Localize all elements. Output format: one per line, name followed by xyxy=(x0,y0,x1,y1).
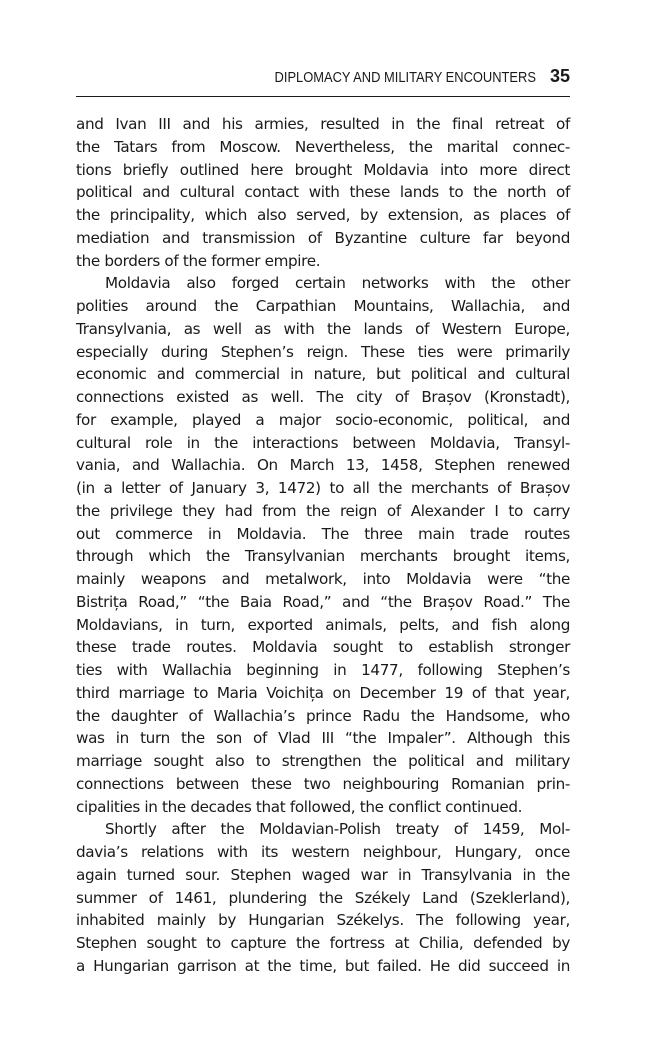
text-line: ties with Wallachia beginning in 1477, following Stephen’s xyxy=(76,661,570,679)
text-line: and Ivan III and his armies, resulted in the final retreat of xyxy=(76,115,570,133)
text-line: vania, and Wallachia. On March 13, 1458, Stephen renewed xyxy=(76,456,570,475)
paragraph-start-line: Shortly after the Moldavian-Polish treaty of 1459, Mol- xyxy=(105,820,570,839)
text-line: tions briefly outlined here brought Moldavia into more direct xyxy=(76,160,570,179)
text-line: polities around the Carpathian Mountains, Wallachia, and xyxy=(76,297,570,315)
running-head xyxy=(232,66,570,87)
page-number: 35 xyxy=(549,66,570,86)
paragraph-end-line: cipalities in the decades that followed, the conflict continued. xyxy=(76,797,523,816)
text-line: marriage sought also to strengthen the political and military xyxy=(76,752,570,770)
text-line: economic and commercial in nature, but political and cultural xyxy=(76,365,570,384)
text-line: cultural role in the interactions between Moldavia, Transyl- xyxy=(76,433,570,452)
text-line: davia’s relations with its western neighbour, Hungary, once xyxy=(76,843,570,861)
paragraph-start-line: Moldavia also forged certain networks with the other xyxy=(105,274,570,293)
text-line: (in a letter of January 3, 1472) to all the merchants of Brașov xyxy=(76,479,570,497)
text-line: connections existed as well. The city of Brașov (Kronstadt), xyxy=(76,388,570,406)
text-line: a Hungarian garrison at the time, but failed. He did succeed in xyxy=(76,956,570,975)
text-line: political and cultural contact with these lands to the north of xyxy=(76,183,570,202)
paragraph-end-line: the borders of the former empire. xyxy=(76,251,321,270)
text-line: was in turn the son of Vlad III “the Impaler”. Although this xyxy=(76,729,570,748)
text-line: third marriage to Maria Voichița on December 19 of that year, xyxy=(76,683,570,702)
text-line: Bistrița Road,” “the Baia Road,” and “the Brașov Road.” The xyxy=(76,592,570,611)
header-rule xyxy=(76,96,570,97)
text-line: the daughter of Wallachia’s prince Radu the Handsome, who xyxy=(76,706,570,725)
text-line: mainly weapons and metalwork, into Moldavia were “the xyxy=(76,570,570,588)
running-title: DIPLOMACY AND MILITARY ENCOUNTERS xyxy=(274,69,536,86)
text-line: mediation and transmission of Byzantine culture far beyond xyxy=(76,228,570,247)
text-line: for example, played a major socio-economic, political, and xyxy=(76,410,570,429)
text-line: summer of 1461, plundering the Székely Land (Szeklerland), xyxy=(76,888,570,907)
text-line: inhabited mainly by Hungarian Székelys. The following year, xyxy=(76,911,570,930)
text-line: connections between these two neighbouring Romanian prin- xyxy=(76,774,570,793)
text-line: Stephen sought to capture the fortress at Chilia, defended by xyxy=(76,934,570,952)
text-line: Moldavians, in turn, exported animals, pelts, and fish along xyxy=(76,615,570,634)
text-line: the principality, which also served, by extension, as places of xyxy=(76,206,570,224)
body-text xyxy=(76,113,570,978)
text-line: especially during Stephen’s reign. These ties were primarily xyxy=(76,342,570,361)
text-line: again turned sour. Stephen waged war in Transylvania in the xyxy=(76,865,570,884)
text-line: the privilege they had from the reign of Alexander I to carry xyxy=(76,501,570,520)
text-line: Transylvania, as well as with the lands of Western Europe, xyxy=(76,319,570,338)
text-line: through which the Transylvanian merchants brought items, xyxy=(76,547,570,566)
text-line: these trade routes. Moldavia sought to establish stronger xyxy=(76,638,570,657)
text-line: out commerce in Moldavia. The three main trade routes xyxy=(76,524,570,543)
text-line: the Tatars from Moscow. Nevertheless, the marital connec- xyxy=(76,137,570,156)
